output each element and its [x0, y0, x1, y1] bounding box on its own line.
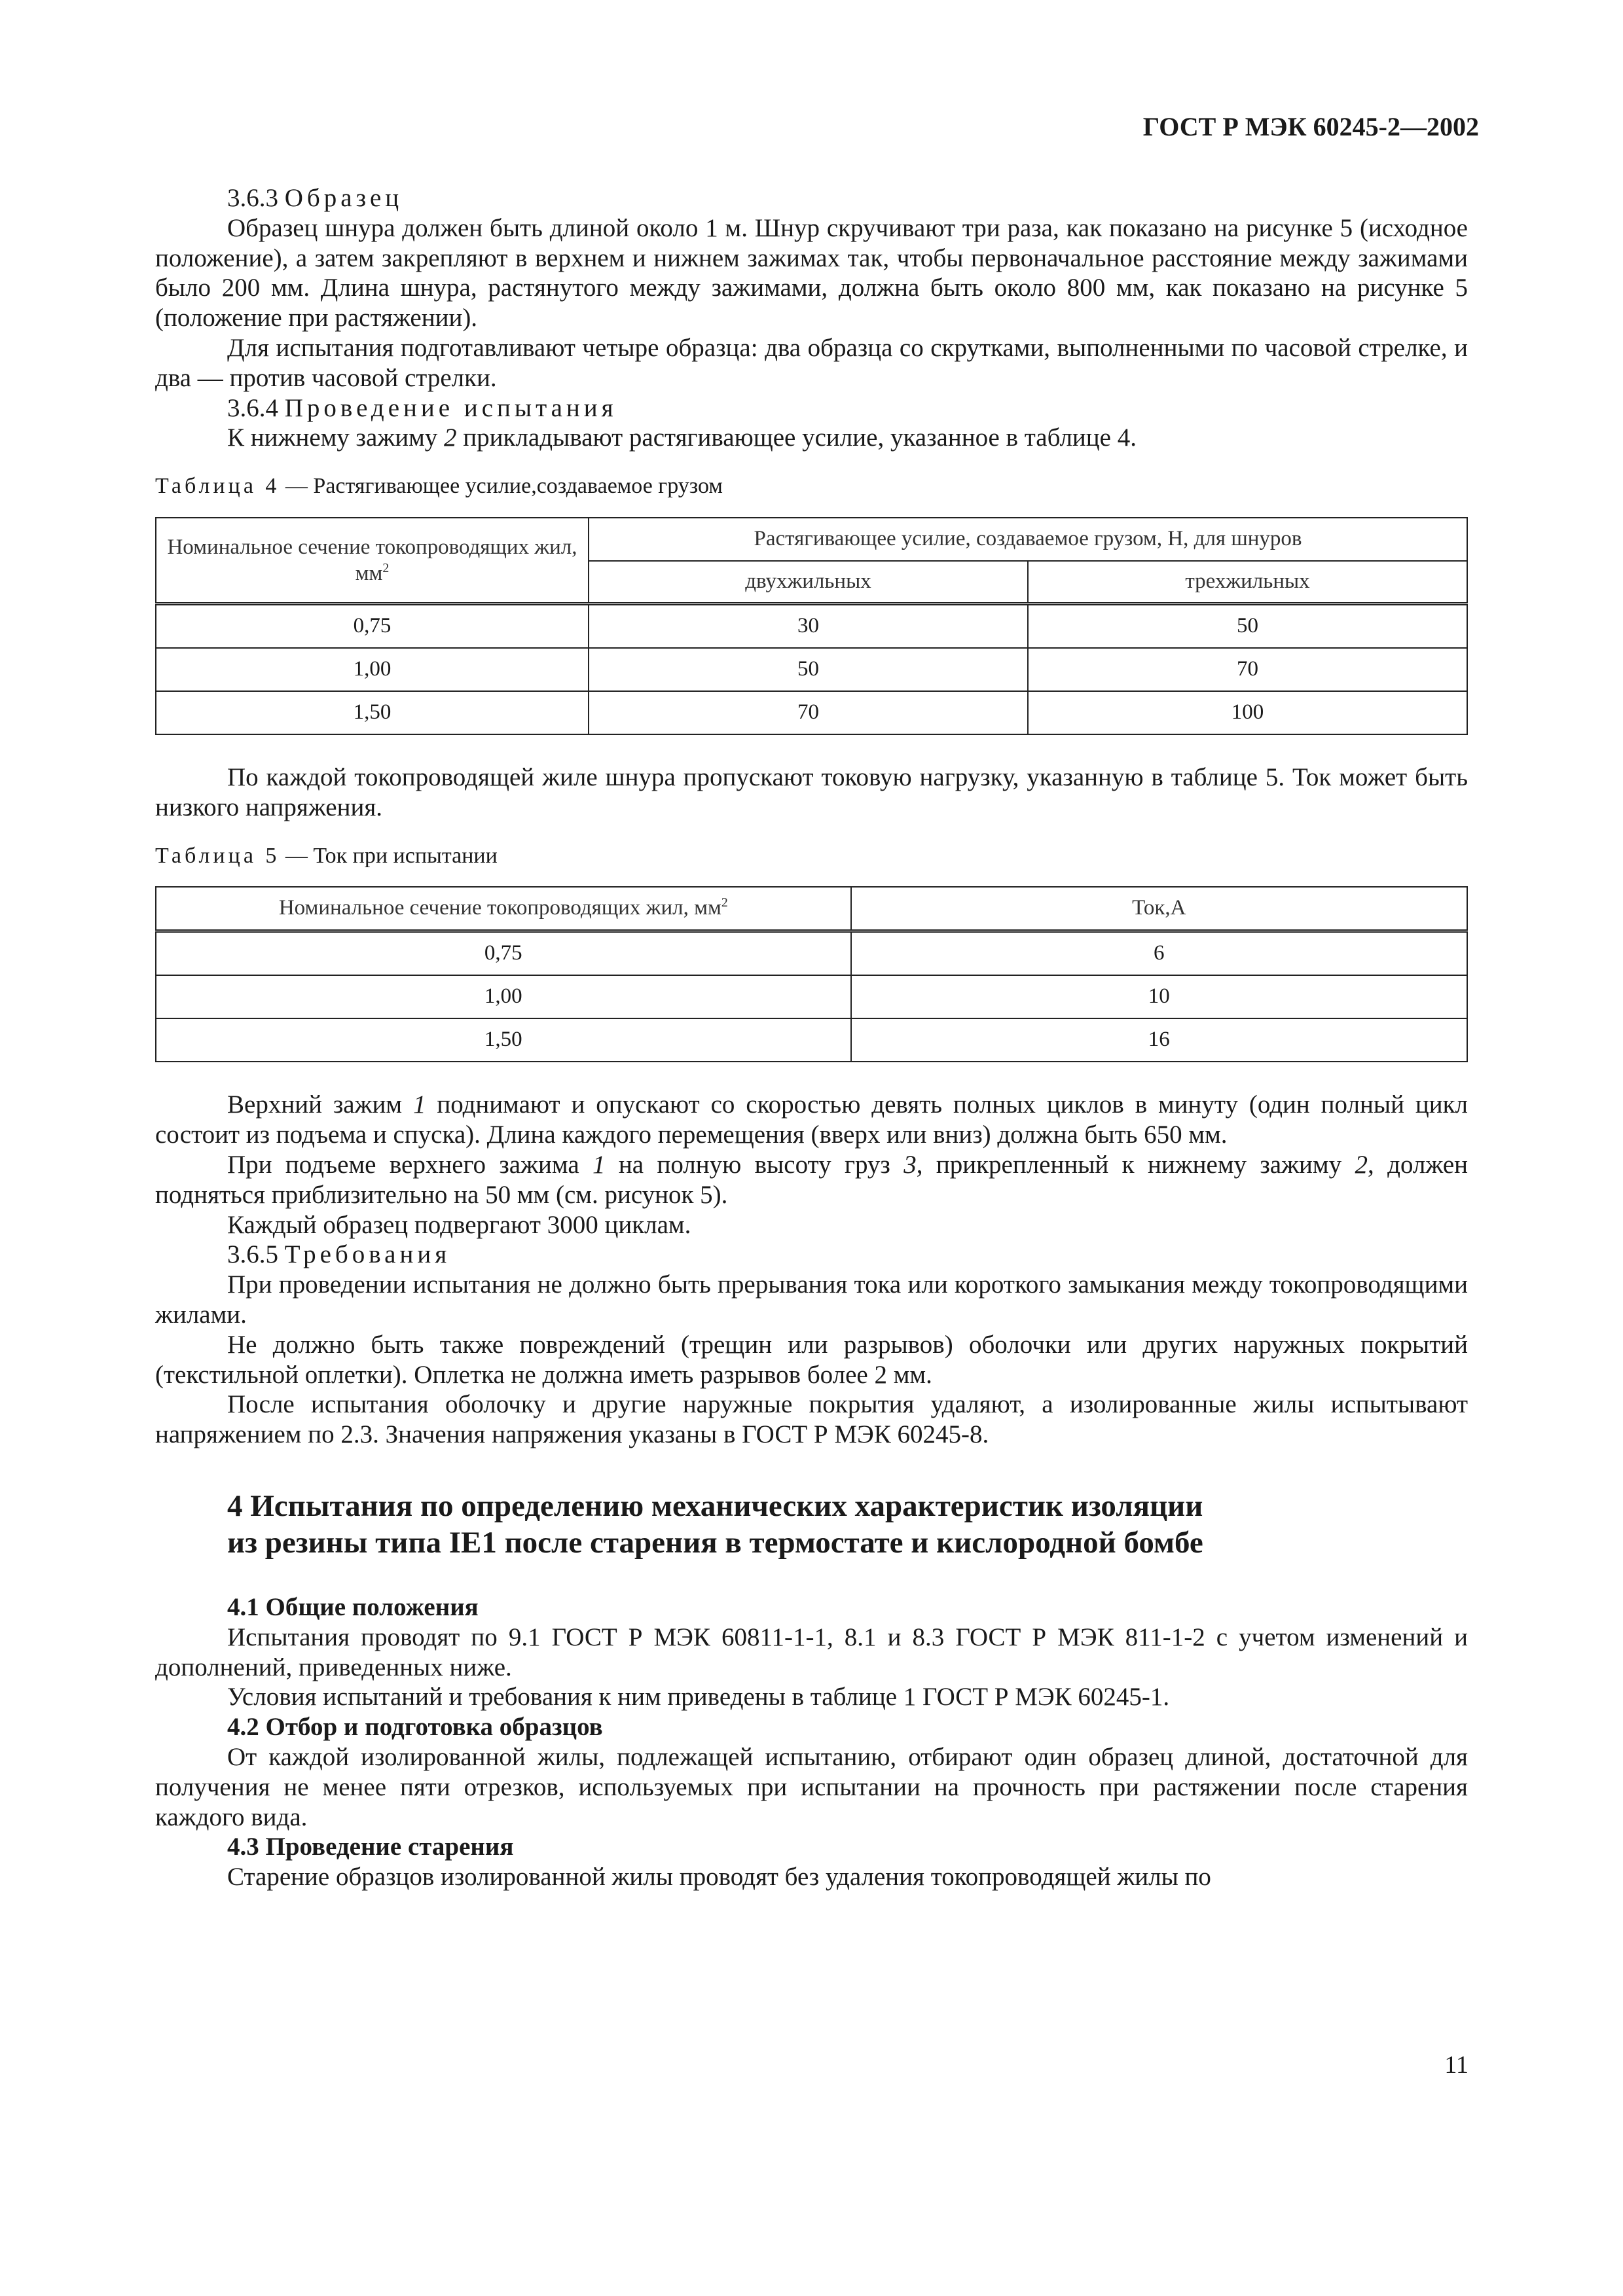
paragraph: Испытания проводят по 9.1 ГОСТ Р МЭК 60811-1-1, 8.1 и 8.3 ГОСТ Р МЭК 811-1-2 с учетом изменений и дополнений, приведенных ниже.: [155, 1623, 1468, 1681]
subsection-4-1-title: 4.1 Общие положения: [227, 1592, 479, 1621]
paragraph: При подъеме верхнего зажима 1 на полную высоту груз 3, прикрепленный к нижнему зажиму 2, должен подняться приблизительно на 50 мм (см. рисунок 5).: [155, 1150, 1468, 1209]
paragraph: Образец шнура должен быть длиной около 1 м. Шнур скручивают три раза, как показано на рисунке 5 (исходное положение), а затем закрепляют в верхнем и нижнем зажимах так, чтобы первоначальное расстояние между зажимами было 200 мм. Длина шнура, растянутого между зажимами, должна быть около 800 мм, как показано на рисунке 5 (положение при растяжении).: [155, 213, 1468, 332]
table-row: [156, 691, 1467, 734]
table-5: [155, 886, 1468, 1062]
table-4: [155, 517, 1468, 735]
table-cell: 70: [589, 691, 1028, 734]
table-header-cell: Растягивающее усилие, создаваемое грузом, Н, для шнуров: [589, 518, 1467, 561]
table-cell: 50: [1028, 603, 1467, 648]
paragraph: По каждой токопроводящей жиле шнура пропускают токовую нагрузку, указанную в таблице 5. Ток может быть низкого напряжения.: [155, 762, 1468, 821]
table-cell: 0,75: [156, 603, 589, 648]
table-cell: 1,50: [156, 1018, 851, 1062]
table-header-cell: трехжильных: [1028, 561, 1467, 604]
document-header: ГОСТ Р МЭК 60245-2—2002: [1142, 112, 1479, 141]
paragraph: После испытания оболочку и другие наружные покрытия удаляют, а изолированные жилы испытывают напряжением по 2.3. Значения напряжения указаны в ГОСТ Р МЭК 60245-8.: [155, 1390, 1468, 1449]
table-cell: 16: [851, 1018, 1467, 1062]
table-cell: 1,00: [156, 648, 589, 691]
paragraph: Условия испытаний и требования к ним приведены в таблице 1 ГОСТ Р МЭК 60245-1.: [227, 1683, 1170, 1712]
clause-title: Проведение испытания: [284, 393, 617, 422]
table-header-cell: Номинальное сечение токопроводящих жил, $мм^2$: [156, 887, 851, 931]
table-header-cell: Номинальное сечение токопроводящих жил, $мм^2$: [156, 518, 589, 604]
table-row: [156, 648, 1467, 691]
clause-title: Образец: [284, 184, 403, 212]
paragraph: К нижнему зажиму 2 прикладывают растягивающее усилие, указанное в таблице 4.: [227, 423, 1137, 452]
table-header-cell: двухжильных: [589, 561, 1028, 604]
paragraph: Верхний зажим 1 поднимают и опускают со скоростью девять полных циклов в минуту (один полный цикл состоит из подъема и спуска). Длина каждого перемещения (вверх или вниз) должна быть 650 мм.: [155, 1090, 1468, 1149]
table-header-cell: Ток,А: [851, 887, 1467, 931]
table-row: [156, 975, 1467, 1018]
table-cell: 0,75: [156, 931, 851, 976]
paragraph: От каждой изолированной жилы, подлежащей испытанию, отбирают один образец длиной, достаточной для получения не менее пяти отрезков, используемых при испытании на прочность при растяжении после старения каждого вида.: [155, 1742, 1468, 1831]
section-4-title: 4 Испытания по определению механических характеристик изоляции из резины типа IE1 после старения в термостате и кислородной бомбе: [227, 1488, 1203, 1560]
table-cell: 1,00: [156, 975, 851, 1018]
table-cell: 50: [589, 648, 1028, 691]
page-number: 11: [1444, 2051, 1468, 2079]
table-row: [156, 603, 1467, 648]
paragraph: Каждый образец подвергают 3000 циклам.: [227, 1210, 691, 1239]
table-5-caption: Таблица 5 — Ток при испытании: [155, 843, 498, 868]
table-cell: 100: [1028, 691, 1467, 734]
paragraph: Не должно быть также повреждений (трещин или разрывов) оболочки или других наружных покрытий (текстильной оплетки). Оплетка не должна иметь разрывов более 2 мм.: [155, 1330, 1468, 1389]
clause-heading-3-6-5: 3.6.5 Требования: [227, 1240, 451, 1269]
table-cell: 10: [851, 975, 1467, 1018]
table-cell: 30: [589, 603, 1028, 648]
table-row: [156, 1018, 1467, 1062]
page-content: [155, 183, 1468, 1892]
clause-heading-3-6-4: 3.6.4 Проведение испытания: [227, 393, 617, 422]
subsection-4-2-title: 4.2 Отбор и подготовка образцов: [227, 1713, 603, 1742]
subsection-4-3-title: 4.3 Проведение старения: [227, 1833, 514, 1861]
table-4-caption: Таблица 4 — Растягивающее усилие,создаваемое грузом: [155, 474, 723, 499]
paragraph: Старение образцов изолированной жилы проводят без удаления токопроводящей жилы по: [227, 1863, 1211, 1892]
clause-title: Требования: [284, 1240, 451, 1269]
table-cell: 6: [851, 931, 1467, 976]
paragraph: Для испытания подготавливают четыре образца: два образца со скрутками, выполненными по часовой стрелке, и два — против часовой стрелки.: [155, 333, 1468, 392]
table-cell: 70: [1028, 648, 1467, 691]
paragraph: При проведении испытания не должно быть прерывания тока или короткого замыкания между токопроводящими жилами.: [155, 1270, 1468, 1329]
table-row: [156, 931, 1467, 976]
table-cell: 1,50: [156, 691, 589, 734]
clause-heading-3-6-3: 3.6.3 Образец: [227, 184, 403, 212]
